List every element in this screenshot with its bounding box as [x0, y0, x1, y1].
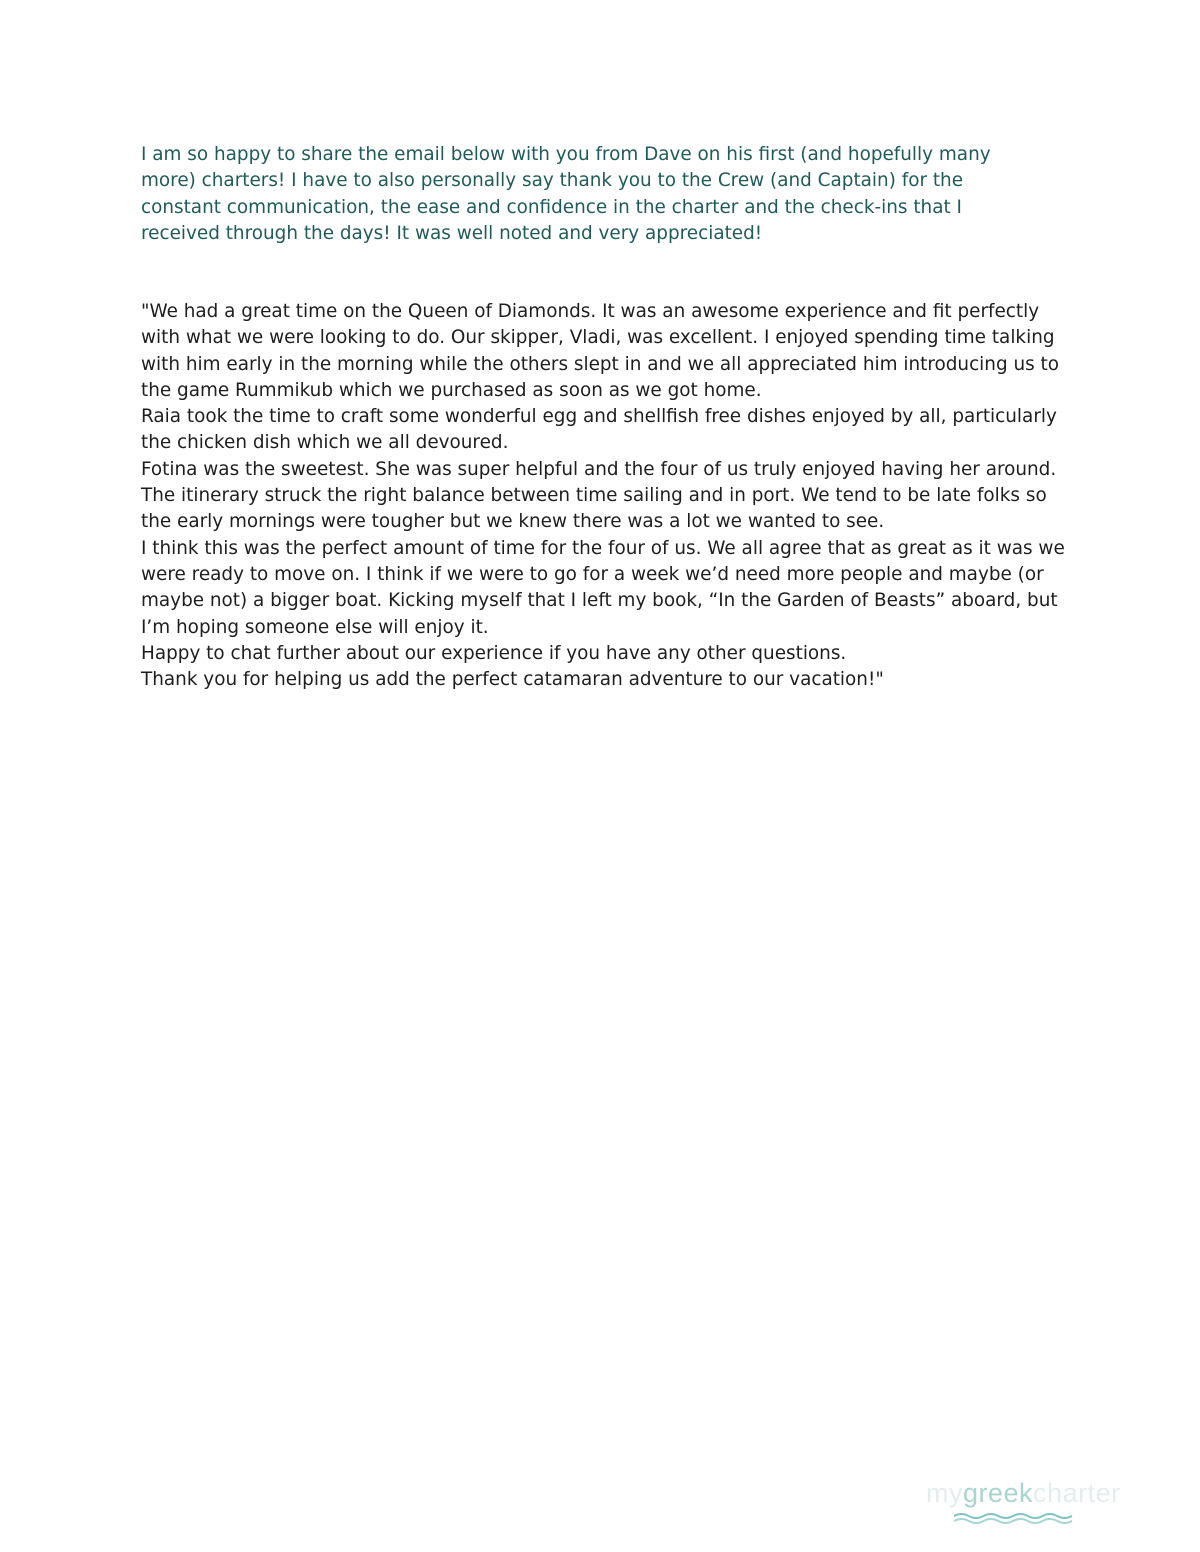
quote-paragraph: Happy to chat further about our experience if you have any other questions.: [141, 642, 847, 664]
customer-email-quote: [141, 299, 1076, 693]
intro-paragraph: [141, 142, 1046, 247]
logo-word-greek: greek: [963, 1478, 1034, 1508]
logo-word-charter: charter: [1033, 1478, 1121, 1508]
logo-word-my: my: [926, 1478, 963, 1508]
quote-paragraph: I think this was the perfect amount of time for the four of us. We all agree that as great as it was we were ready to move on. I think if we were to go for a week we’d need more people and maybe (or maybe not) a bigger boat. Kicking myself that I left my book, “In the Garden of Beasts” aboard, but I’m hoping someone else will enjoy it.: [141, 537, 1065, 638]
quote-paragraph: Fotina was the sweetest. She was super helpful and the four of us truly enjoyed having her around.: [141, 458, 1057, 480]
quote-paragraph: Thank you for helping us add the perfect catamaran adventure to our vacation!": [141, 669, 884, 691]
logo-wordmark: [926, 1476, 1121, 1510]
quote-paragraph: "We had a great time on the Queen of Diamonds. It was an awesome experience and fit perfectly with what we were looking to do. Our skipper, Vladi, was excellent. I enjoyed spending time talking with him early in the morning while the others slept in and we all appreciated him introducing us to the game Rummikub which we purchased as soon as we got home.: [141, 301, 1060, 401]
quote-paragraph: The itinerary struck the right balance between time sailing and in port. We tend to be late folks so the early mornings were tougher but we knew there was a lot we wanted to see.: [141, 485, 1047, 533]
wave-icon: [954, 1512, 1072, 1524]
intro-text: I am so happy to share the email below with you from Dave on his first (and hopefully many more) charters! I have to also personally say thank you to the Crew (and Captain) for the constant communication, the ease and confidence in the charter and the check-ins that I received through the days! It was well noted and very appreciated!: [141, 144, 991, 244]
quote-paragraph: Raia took the time to craft some wonderful egg and shellfish free dishes enjoyed by all, particularly the chicken dish which we all devoured.: [141, 406, 1057, 454]
company-logo-watermark: [926, 1476, 1176, 1526]
